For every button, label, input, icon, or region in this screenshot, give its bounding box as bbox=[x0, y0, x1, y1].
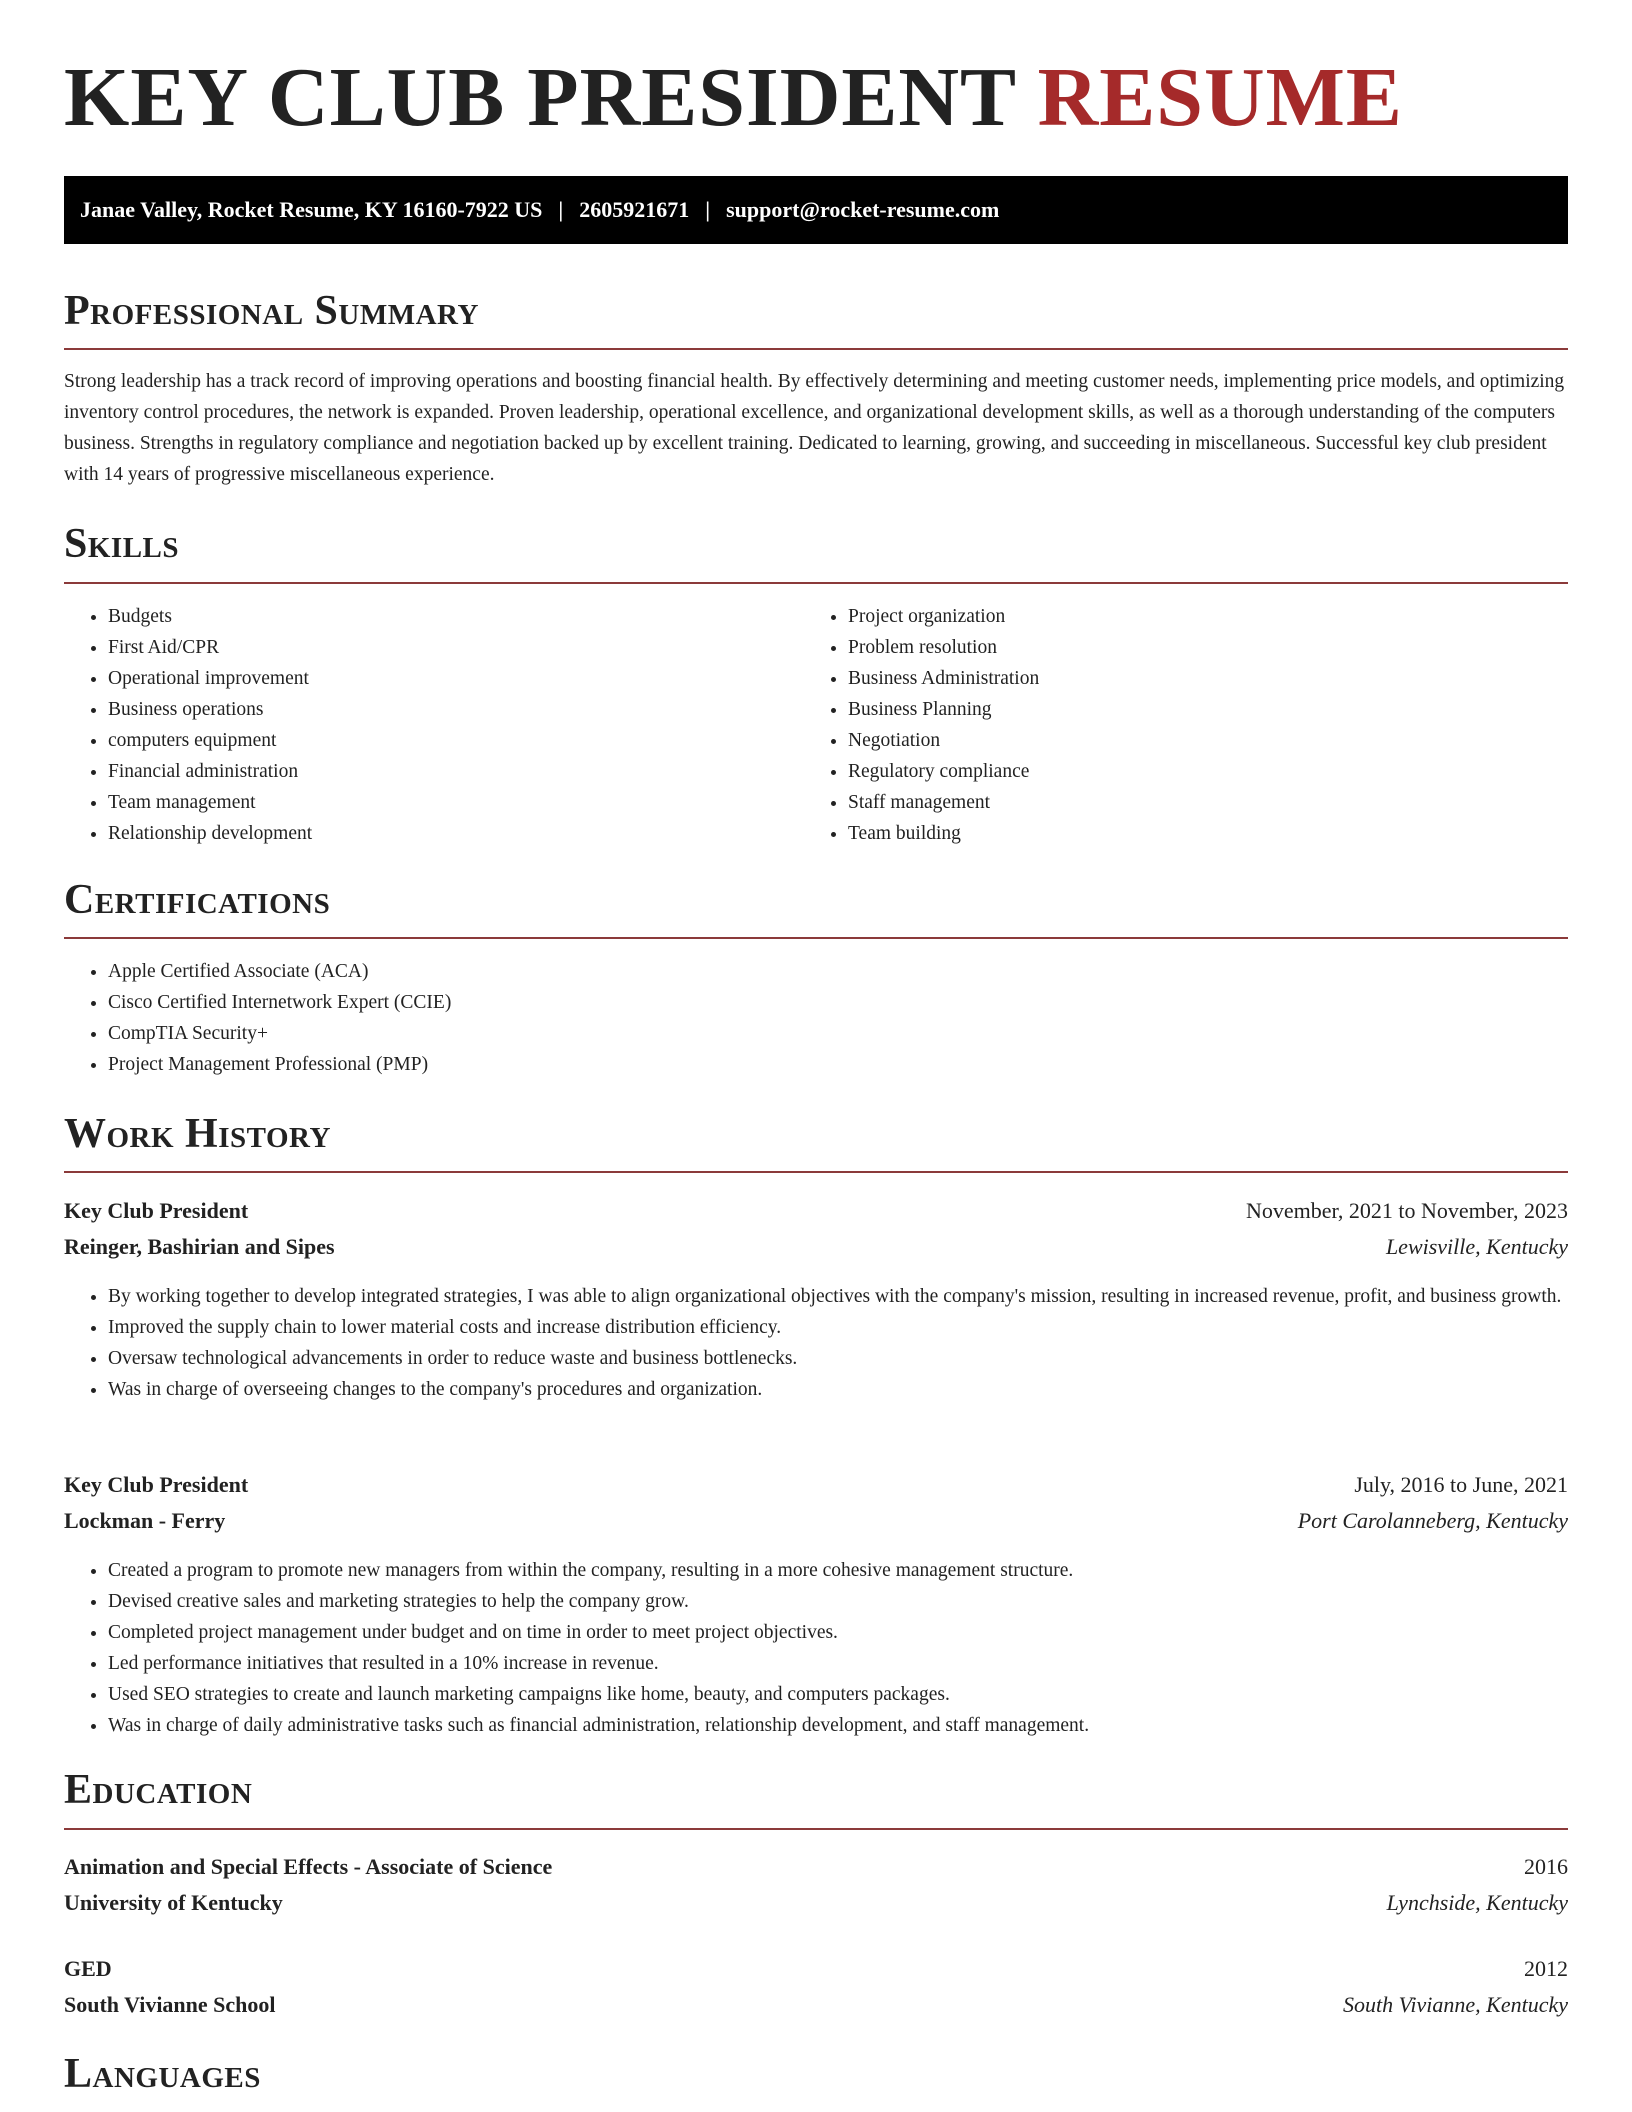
education-school-row bbox=[64, 1887, 1568, 1919]
list-item: • Budgets bbox=[108, 601, 808, 632]
job-company: Reinger, Bashirian and Sipes bbox=[64, 1234, 335, 1259]
list-item: • Project organization bbox=[848, 601, 1548, 632]
list-item: • Devised creative sales and marketing strategies to help the company grow. bbox=[108, 1586, 1568, 1617]
education-school: University of Kentucky bbox=[64, 1890, 283, 1915]
list-item: • Operational improvement bbox=[108, 663, 808, 694]
work-history-heading: Work History bbox=[64, 1111, 331, 1157]
list-item: • Led performance initiatives that resulted in a 10% increase in revenue. bbox=[108, 1648, 1568, 1679]
section-divider bbox=[64, 348, 1568, 350]
list-item: • CompTIA Security+ bbox=[108, 1018, 1568, 1049]
job-dates: July, 2016 to June, 2021 bbox=[1354, 1472, 1568, 1497]
job-company: Lockman - Ferry bbox=[64, 1508, 226, 1533]
education-year: 2012 bbox=[1524, 1956, 1568, 1981]
job-title: Key Club President bbox=[64, 1472, 249, 1497]
list-item: • Regulatory compliance bbox=[848, 756, 1548, 787]
list-item: • Completed project management under budget and on time in order to meet project objectives. bbox=[108, 1617, 1568, 1648]
contact-separator: | bbox=[558, 197, 564, 222]
list-item: • Relationship development bbox=[108, 818, 808, 849]
contact-bar bbox=[64, 176, 1568, 244]
summary-text: Strong leadership has a track record of improving operations and boosting financial health. By effectively determining and meeting customer needs, implementing price models, and optimizing inventory control procedures, the network is expanded. Proven leadership, operational excellence, and organizational development skills, as well as a thorough understanding of the computers business. Strengths in regulatory compliance and negotiation backed up by excellent training. Dedicated to learning, growing, and succeeding in miscellaneous. Successful key club president with 14 years of progressive miscellaneous experience. bbox=[64, 371, 1565, 485]
education-degree: GED bbox=[64, 1956, 112, 1981]
job-location: Port Carolanneberg, Kentucky bbox=[1297, 1508, 1568, 1533]
summary-heading: Professional Summary bbox=[64, 288, 479, 334]
list-item: • Was in charge of daily administrative tasks such as financial administration, relationship development, and staff management. bbox=[108, 1710, 1568, 1741]
job-dates: November, 2021 to November, 2023 bbox=[1245, 1198, 1568, 1223]
list-item: • Staff management bbox=[848, 787, 1548, 818]
job-title: Key Club President bbox=[64, 1198, 249, 1223]
list-item: • Business Administration bbox=[848, 663, 1548, 694]
list-item: • Team management bbox=[108, 787, 808, 818]
education-location: Lynchside, Kentucky bbox=[1386, 1890, 1568, 1915]
page-title bbox=[64, 51, 1403, 144]
list-item: • First Aid/CPR bbox=[108, 632, 808, 663]
list-item: • Negotiation bbox=[848, 725, 1548, 756]
job-location: Lewisville, Kentucky bbox=[1385, 1234, 1568, 1259]
list-item: • Team building bbox=[848, 818, 1548, 849]
education-year: 2016 bbox=[1524, 1854, 1568, 1879]
contact-address: Janae Valley, Rocket Resume, KY 16160-7922 US bbox=[80, 197, 543, 222]
list-item: • Business Planning bbox=[848, 694, 1548, 725]
certifications-list bbox=[64, 956, 1568, 1080]
list-item: • Improved the supply chain to lower material costs and increase distribution efficiency. bbox=[108, 1312, 1568, 1343]
education-degree: Animation and Special Effects - Associate of Science bbox=[64, 1854, 553, 1879]
contact-phone: 2605921671 bbox=[579, 197, 690, 222]
job-company-row bbox=[64, 1231, 1568, 1263]
list-item: • Financial administration bbox=[108, 756, 808, 787]
section-divider bbox=[64, 937, 1568, 939]
list-item: • Project Management Professional (PMP) bbox=[108, 1049, 1568, 1080]
job-title-row bbox=[64, 1469, 1568, 1501]
title-main: KEY CLUB PRESIDENT bbox=[64, 51, 1016, 144]
education-location: South Vivianne, Kentucky bbox=[1342, 1992, 1568, 2017]
section-divider bbox=[64, 582, 1568, 584]
skills-list-left bbox=[64, 601, 808, 849]
skills-heading: Skills bbox=[64, 521, 180, 567]
list-item: • Was in charge of overseeing changes to the company's procedures and organization. bbox=[108, 1374, 1568, 1405]
job-bullets bbox=[64, 1281, 1568, 1405]
education-degree-row bbox=[64, 1953, 1568, 1985]
education-heading: Education bbox=[64, 1767, 253, 1813]
list-item: • Problem resolution bbox=[848, 632, 1548, 663]
title-accent: RESUME bbox=[1037, 51, 1403, 144]
list-item: • computers equipment bbox=[108, 725, 808, 756]
list-item: • Cisco Certified Internetwork Expert (CCIE) bbox=[108, 987, 1568, 1018]
list-item: • Created a program to promote new managers from within the company, resulting in a more cohesive management structure. bbox=[108, 1555, 1568, 1586]
list-item: • Apple Certified Associate (ACA) bbox=[108, 956, 1568, 987]
education-school-row bbox=[64, 1989, 1568, 2021]
list-item: • Business operations bbox=[108, 694, 808, 725]
contact-separator: | bbox=[705, 197, 711, 222]
section-divider bbox=[64, 1828, 1568, 1830]
section-divider bbox=[64, 1171, 1568, 1173]
job-title-row bbox=[64, 1195, 1568, 1227]
skills-list-right bbox=[804, 601, 1548, 849]
list-item: • By working together to develop integrated strategies, I was able to align organizational objectives with the company's mission, resulting in increased revenue, profit, and business growth. bbox=[108, 1281, 1568, 1312]
certifications-heading: Certifications bbox=[64, 877, 331, 923]
education-degree-row bbox=[64, 1851, 1568, 1883]
job-company-row bbox=[64, 1505, 1568, 1537]
list-item: • Used SEO strategies to create and launch marketing campaigns like home, beauty, and computers packages. bbox=[108, 1679, 1568, 1710]
contact-email: support@rocket-resume.com bbox=[726, 197, 1000, 222]
education-school: South Vivianne School bbox=[64, 1992, 276, 2017]
list-item: • Oversaw technological advancements in order to reduce waste and business bottlenecks. bbox=[108, 1343, 1568, 1374]
languages-heading: Languages bbox=[64, 2051, 261, 2097]
job-bullets bbox=[64, 1555, 1568, 1741]
